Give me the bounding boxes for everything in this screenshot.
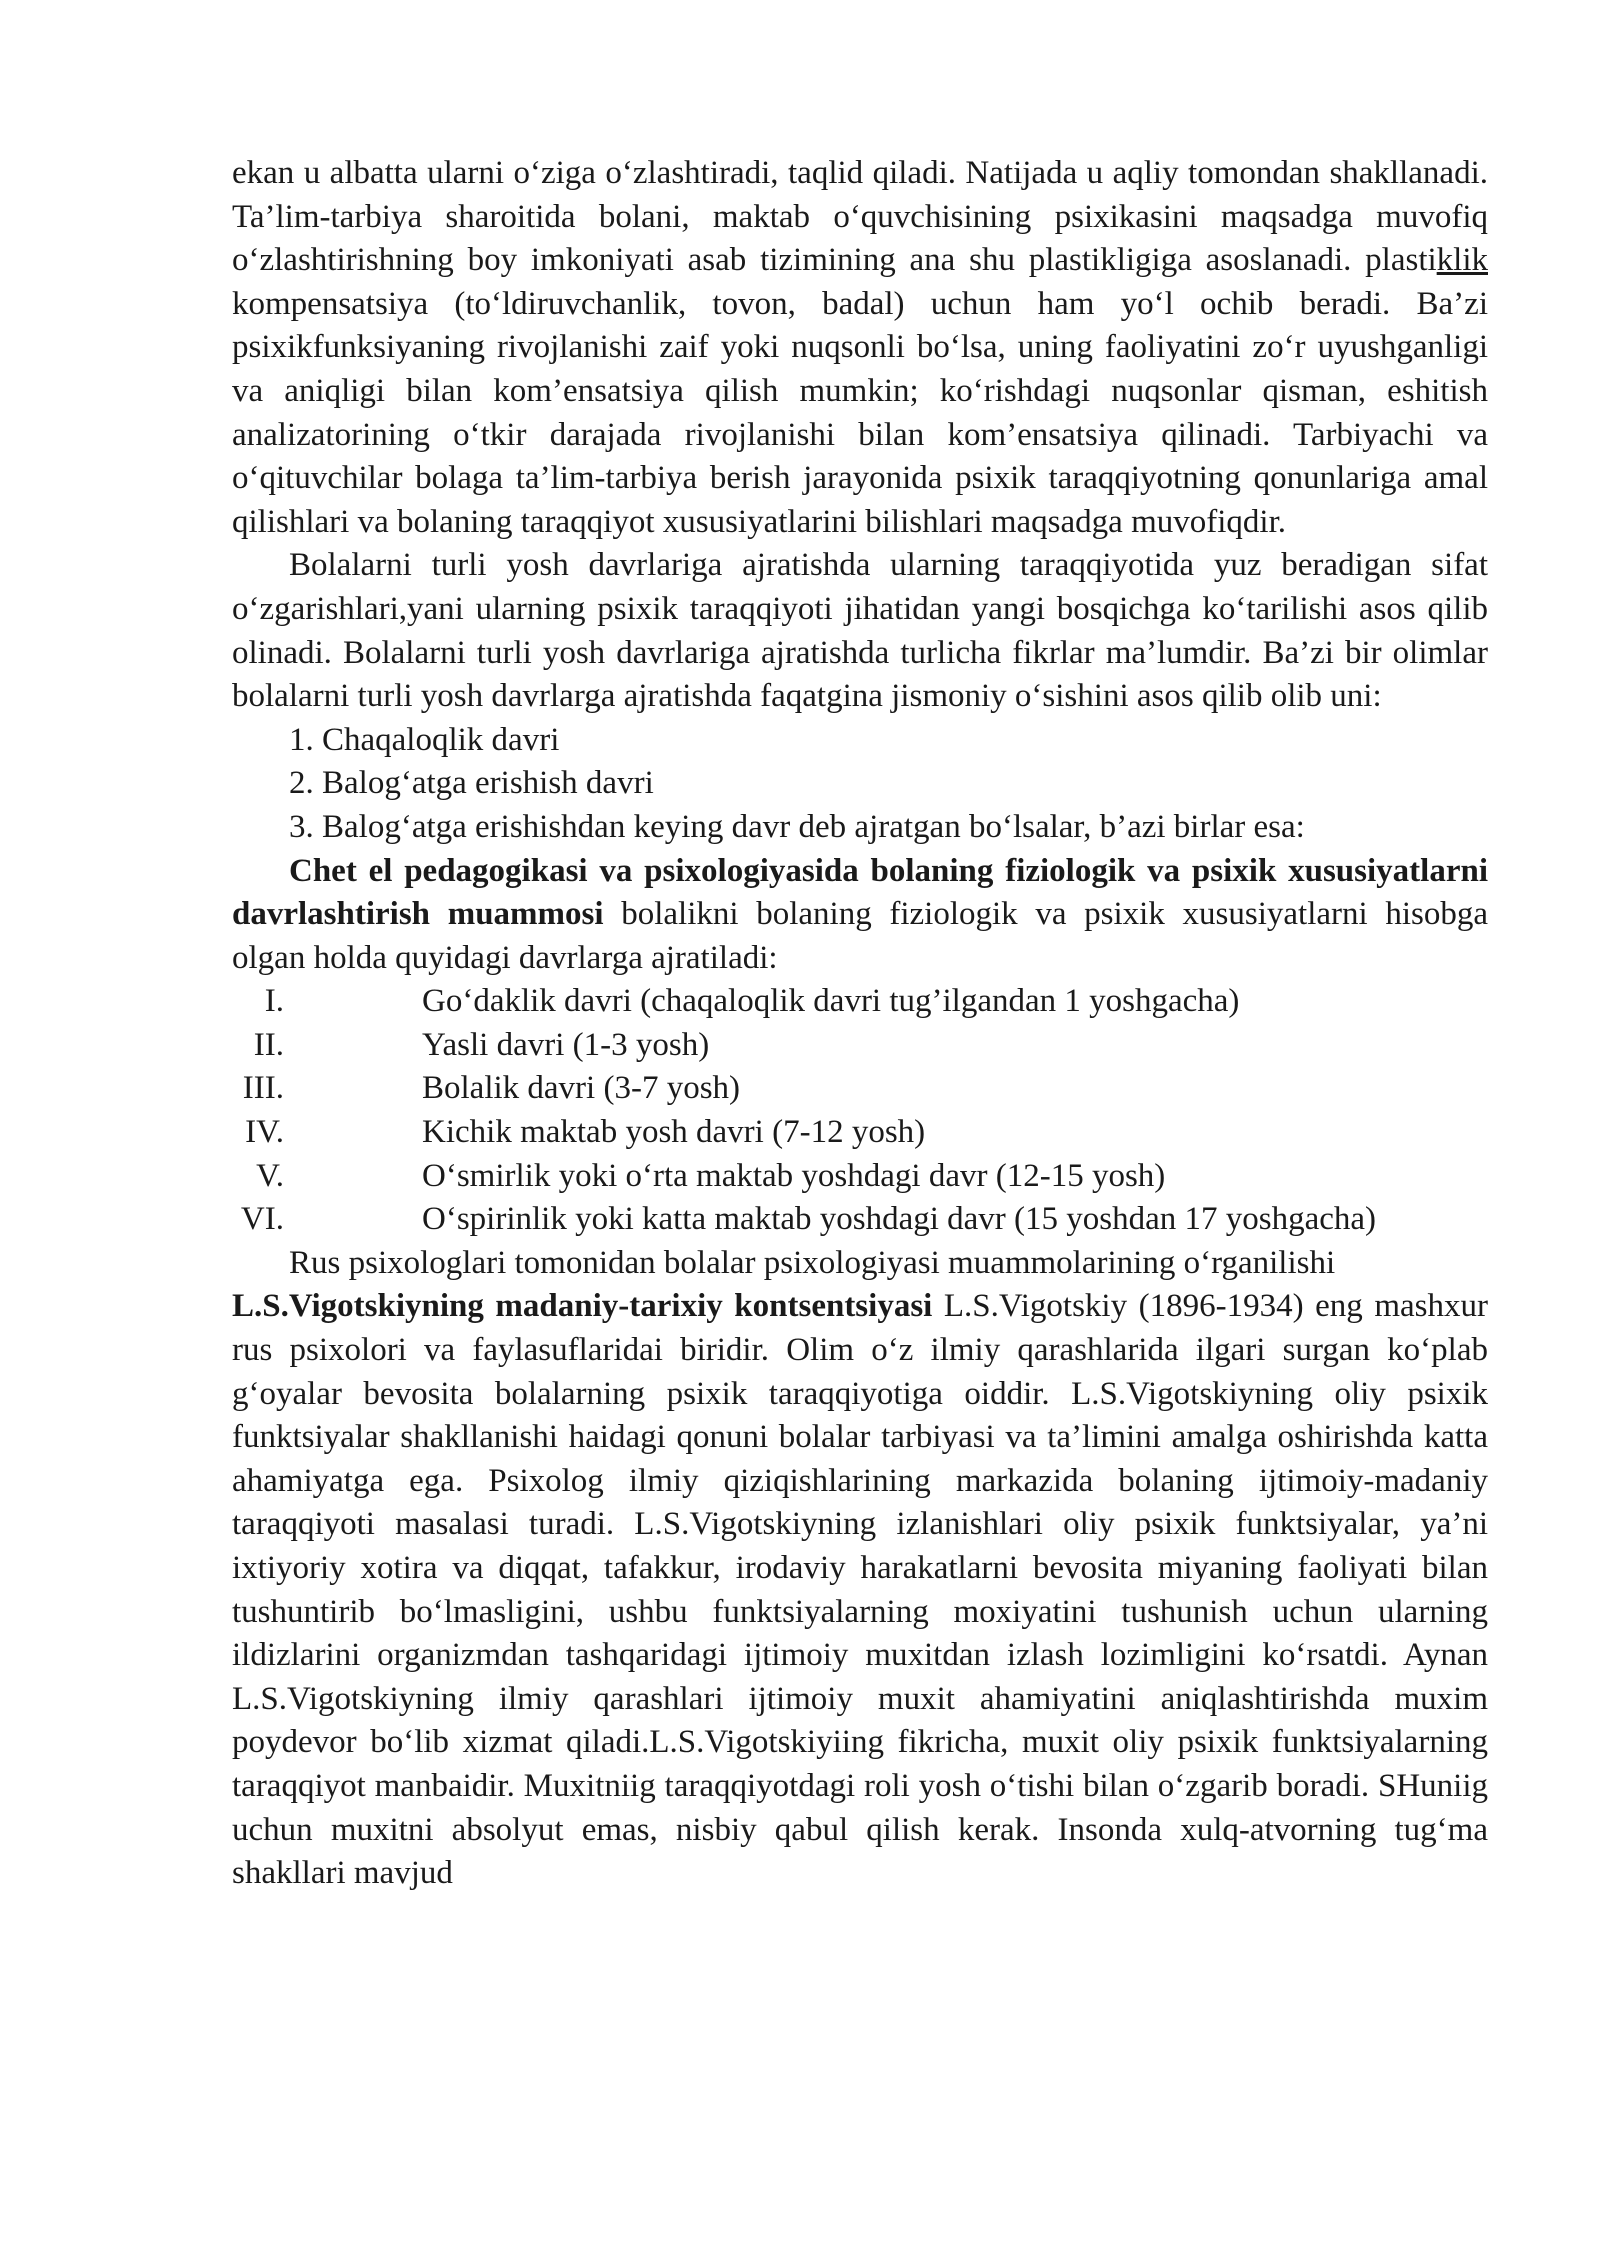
paragraph-text: kompensatsiya (to‘ldiruvchanlik, tovon, badal) uchun ham yo‘l ochib beradi. Ba’zi psixikfunksiyaning rivojlanishi zaif yoki nuqsonli bo‘lsa, uning faoliyatini zo‘r uyushganligi va aniqligi bilan kom’ensatsiya qilish mumkin; ko‘rishdagi nuqsonlar qisman, eshitish analizatorining o‘tkir darajada rivojlanishi bilan kom’ensatsiya qilinadi. Tarbiyachi va o‘qituvchilar bolaga ta’lim-tarbiya berish jarayonida psixik taraqqiyotning qonunlariga amal qilishlari va bolaning taraqqiyot xususiyatlarini bilishlari maqsadga muvofiqdir.	[232, 285, 1488, 540]
list-number: II.	[253, 1026, 284, 1063]
paragraph-age-periods: Bolalarni turli yosh davrlariga ajratishda ularning taraqqiyotida yuz beradigan sifat o‘zgarishlari,yani ularning psixik taraqqiyoti jihatidan yangi bosqichga ko‘tarilishi asos qilib olinadi. Bolalarni turli yosh davrlariga ajratishda turlicha fikrlar ma’lumdir. Ba’zi bir olimlar bolalarni turli yosh davrlarga ajratishda faqatgina jismoniy o‘sishini asos qilib olib uni:	[232, 547, 1488, 715]
list-number: V.	[256, 1157, 284, 1194]
list-text: Bolalik davri (3-7 yosh)	[422, 1070, 741, 1107]
paragraph-foreign-periodization	[232, 850, 1488, 981]
bold-heading: L.S.Vigotskiyning madaniy-tarixiy kontsentsiyasi	[232, 1288, 933, 1325]
roman-list-item	[232, 980, 1488, 1024]
bold-heading: Chet el pedagogikasi va psixologiyasida bolaning fiziologik va psixik xususiyatlarni davrlashtirish muammosi	[232, 852, 1488, 933]
paragraph-vygotsky	[232, 1285, 1488, 1895]
document-page	[232, 152, 1488, 1896]
list-number: IV.	[245, 1114, 284, 1151]
roman-list-item	[232, 1155, 1488, 1199]
paragraph-text: L.S.Vigotskiy (1896-1934) eng mashxur rus psixolori va faylasuflaridai biridir. Olim o‘z ilmiy qarashlarida ilgari surgan ko‘plab g‘oyalar bevosita bolalarning psixik taraqqiyotiga oiddir. L.S.Vigotskiyning oliy psixik funktsiyalar shakllanishi haidagi qonuni bolalar tarbiyasi va ta’limini amalga oshirishda katta ahamiyatga ega. Psixolog ilmiy qiziqishlarining markazida bolaning ijtimoiy-madaniy taraqqiyoti masalasi turadi. L.S.Vigotskiyning izlanishlari oliy psixik funktsiyalar, ya’ni ixtiyoriy xotira va diqqat, tafakkur, irodaviy harakatlarni bevosita miyaning faoliyati bilan tushuntirib bo‘lmasligini, ushbu funktsiyalarning moxiyatini tushunish uchun ularning ildizlarini organizmdan tashqaridagi ijtimoiy muxitdan izlash lozimligini ko‘rsatdi. Aynan L.S.Vigotskiyning ilmiy qarashlari ijtimoiy muxit ahamiyatini aniqlashtirishda muxim poydevor bo‘lib xizmat qiladi.L.S.Vigotskiyiing fikricha, muxit oliy psixik funktsiyalarning taraqqiyot manbaidir. Muxitniig taraqqiyotdagi roli yosh o‘tishi bilan o‘zgarib boradi. SHuniig uchun muxitni absolyut emas, nisbiy qabul qilish kerak. Insonda xulq-atvorning tug‘ma shakllari mavjud	[232, 1288, 1488, 1892]
list-number: III.	[242, 1070, 284, 1107]
list-item: 3. Balog‘atga erishishdan keying davr deb ajratgan bo‘lsalar, b’azi birlar esa:	[289, 808, 1305, 845]
paragraph-russian-psychologists: Rus psixologlari tomonidan bolalar psixologiyasi muammolarining o‘rganilishi	[289, 1244, 1336, 1281]
list-text: O‘smirlik yoki o‘rta maktab yoshdagi davr (12-15 yosh)	[422, 1157, 1166, 1194]
roman-list-item	[232, 1067, 1488, 1111]
list-number: VI.	[240, 1201, 284, 1238]
paragraph-text: ekan u albatta ularni o‘ziga o‘zlashtiradi, taqlid qiladi. Natijada u aqliy tomondan shakllanadi. Ta’lim-tarbiya sharoitida bolani, maktab o‘quvchisining psixikasini maqsadga muvofiq o‘zlashtirishning boy imkoniyati asab tizimining ana shu plastikligiga asoslanadi. plasti	[232, 155, 1488, 279]
list-text: O‘spirinlik yoki katta maktab yoshdagi davr (15 yoshdan 17 yoshgacha)	[422, 1201, 1377, 1238]
list-text: Go‘daklik davri (chaqaloqlik davri tug’ilgandan 1 yoshgacha)	[422, 983, 1240, 1020]
paragraph-plasticity	[232, 152, 1488, 544]
list-text: Kichik maktab yosh davri (7-12 yosh)	[422, 1114, 926, 1151]
roman-list-item	[232, 1198, 1488, 1242]
roman-list-item	[232, 1024, 1488, 1068]
list-text: Yasli davri (1-3 yosh)	[422, 1026, 710, 1063]
paragraph-text: bolalikni bolaning fiziologik va psixik xususiyatlarni hisobga olgan holda quyidagi davrlarga ajratiladi:	[232, 896, 1488, 976]
list-item: 1. Chaqaloqlik davri	[289, 721, 560, 758]
roman-list-item	[232, 1111, 1488, 1155]
list-number: I.	[264, 983, 284, 1020]
underlined-text: klik	[1436, 242, 1488, 279]
list-item: 2. Balog‘atga erishish davri	[289, 765, 654, 802]
